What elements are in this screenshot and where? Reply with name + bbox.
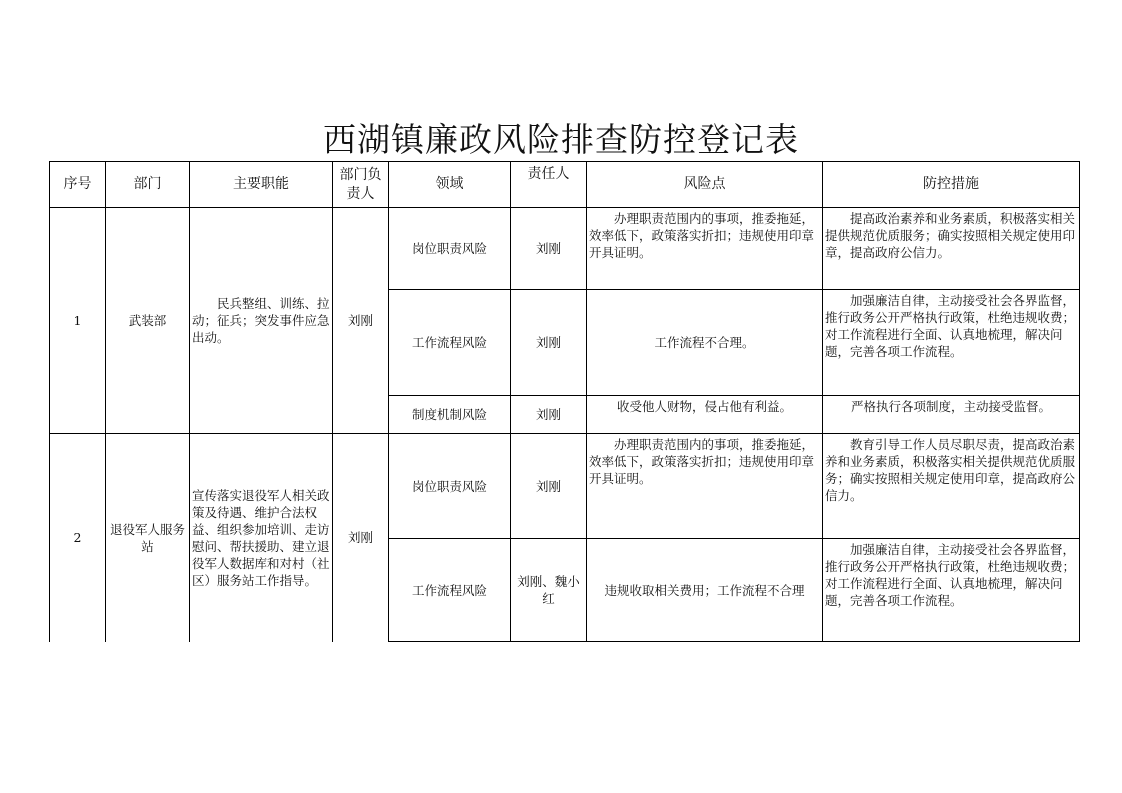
area-cell: 工作流程风险 bbox=[389, 290, 511, 396]
area-cell: 岗位职责风险 bbox=[389, 434, 511, 539]
header-measure: 防控措施 bbox=[823, 162, 1080, 208]
risk-cell: 违规收取相关费用；工作流程不合理 bbox=[587, 539, 823, 642]
risk-cell: 工作流程不合理。 bbox=[587, 290, 823, 396]
seq-cell: 1 bbox=[50, 208, 106, 434]
resp-cell: 刘刚 bbox=[511, 290, 587, 396]
header-dept: 部门 bbox=[106, 162, 190, 208]
risk-cell: 收受他人财物，侵占他有利益。 bbox=[587, 396, 823, 434]
header-resp: 责任人 bbox=[511, 162, 587, 208]
risk-register-table bbox=[49, 161, 1080, 642]
measure-cell: 加强廉洁自律，主动接受社会各界监督，推行政务公开严格执行政策，杜绝违规收费；对工作流程进行全面、认真地梳理，解决问题，完善各项工作流程。 bbox=[823, 290, 1080, 396]
seq-cell: 2 bbox=[50, 434, 106, 642]
area-cell: 工作流程风险 bbox=[389, 539, 511, 642]
measure-cell: 教育引导工作人员尽职尽责，提高政治素养和业务素质，积极落实相关提供规范优质服务；确实按照相关规定使用印章，提高政府公信力。 bbox=[823, 434, 1080, 539]
measure-cell: 提高政治素养和业务素质，积极落实相关提供规范优质服务；确实按照相关规定使用印章，提高政府公信力。 bbox=[823, 208, 1080, 290]
resp-cell: 刘刚 bbox=[511, 208, 587, 290]
risk-cell: 办理职责范围内的事项，推委拖延，效率低下，政策落实折扣；违规使用印章开具证明。 bbox=[587, 434, 823, 539]
header-duty: 主要职能 bbox=[190, 162, 333, 208]
dept-cell: 武装部 bbox=[106, 208, 190, 434]
duty-cell: 民兵整组、训练、拉动；征兵；突发事件应急出动。 bbox=[190, 208, 333, 434]
measure-cell: 加强廉洁自律，主动接受社会各界监督，推行政务公开严格执行政策，杜绝违规收费；对工作流程进行全面、认真地梳理，解决问题，完善各项工作流程。 bbox=[823, 539, 1080, 642]
table-row bbox=[50, 208, 1080, 290]
resp-cell: 刘刚 bbox=[511, 396, 587, 434]
dept-cell: 退役军人服务站 bbox=[106, 434, 190, 642]
table-header-row bbox=[50, 162, 1080, 208]
resp-cell: 刘刚、魏小红 bbox=[511, 539, 587, 642]
head-cell: 刘刚 bbox=[333, 434, 389, 642]
area-cell: 制度机制风险 bbox=[389, 396, 511, 434]
page-title: 西湖镇廉政风险排查防控登记表 bbox=[323, 120, 799, 159]
header-seq: 序号 bbox=[50, 162, 106, 208]
resp-cell: 刘刚 bbox=[511, 434, 587, 539]
header-risk: 风险点 bbox=[587, 162, 823, 208]
table-row bbox=[50, 434, 1080, 539]
duty-cell: 宣传落实退役军人相关政策及待遇、维护合法权益、组织参加培训、走访慰问、帮扶援助、建立退役军人数据库和对村（社区）服务站工作指导。 bbox=[190, 434, 333, 642]
measure-cell: 严格执行各项制度，主动接受监督。 bbox=[823, 396, 1080, 434]
header-area: 领域 bbox=[389, 162, 511, 208]
risk-cell: 办理职责范围内的事项，推委拖延，效率低下，政策落实折扣；违规使用印章开具证明。 bbox=[587, 208, 823, 290]
header-head: 部门负责人 bbox=[333, 162, 389, 208]
area-cell: 岗位职责风险 bbox=[389, 208, 511, 290]
head-cell: 刘刚 bbox=[333, 208, 389, 434]
